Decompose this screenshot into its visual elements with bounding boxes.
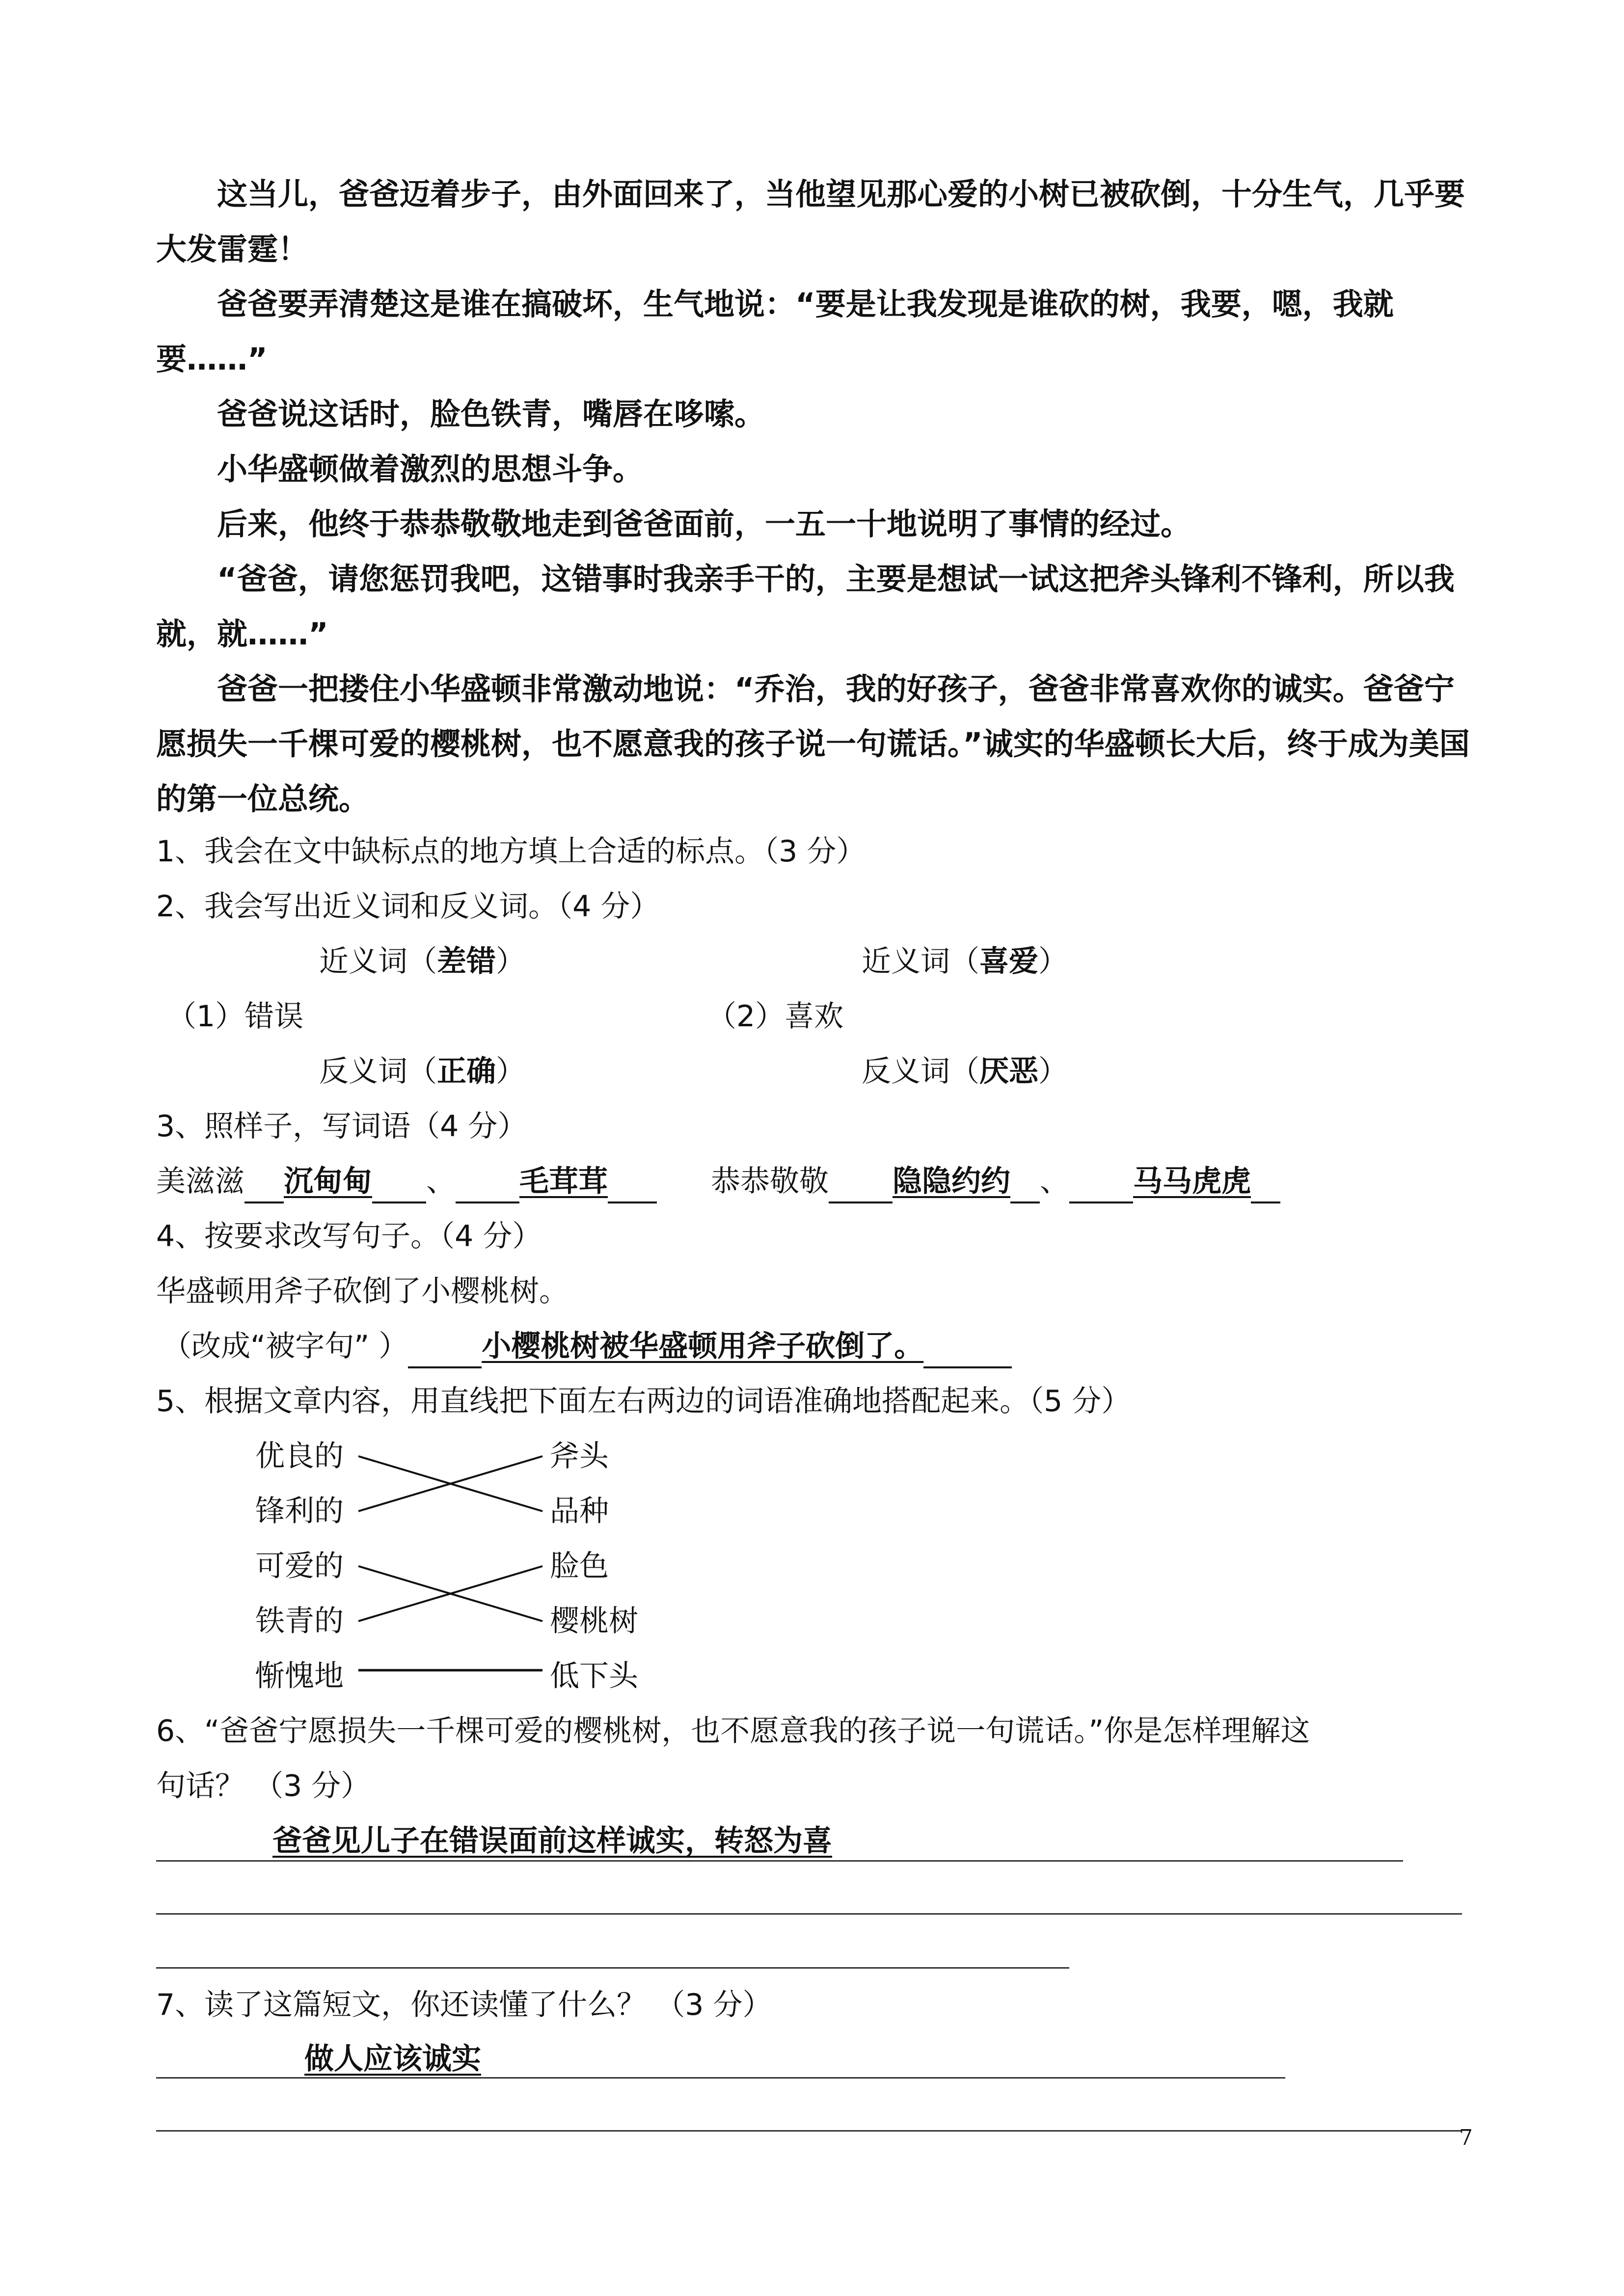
question-7-title: 7、读了这篇短文，你还读懂了什么？ （3 分） (156, 1988, 772, 2022)
question-1: 1、我会在文中缺标点的地方填上合适的标点。（3 分） (156, 834, 866, 869)
close-paren: ） (496, 1054, 525, 1089)
synonym-label: 近义词（ (862, 944, 979, 979)
match-right-1: 斧头 (550, 1439, 609, 1473)
question-6-title-line-1: 6、“爸爸宁愿损失一千棵可爱的樱桃树，也不愿意我的孩子说一句谎话。”你是怎样理解这 (156, 1714, 1310, 1748)
match-left-2: 锋利的 (255, 1494, 344, 1528)
close-paren: ） (496, 944, 525, 979)
answer-line (156, 1860, 1403, 1862)
question-3-title: 3、照样子，写词语（4 分） (156, 1109, 527, 1144)
match-right-5: 低下头 (550, 1659, 638, 1693)
answer-line (156, 2130, 1462, 2132)
answer-line (156, 1967, 1069, 1969)
antonym-1-answer: 正确 (437, 1054, 496, 1089)
match-left-1: 优良的 (255, 1439, 344, 1473)
match-right-3: 脸色 (550, 1549, 609, 1583)
match-right-2: 品种 (550, 1494, 609, 1528)
rewrite-prompt: （改成“被字句” ） (162, 1329, 408, 1363)
answer-word-4: 马马虎虎 (1133, 1164, 1251, 1199)
match-left-5: 惭愧地 (255, 1659, 344, 1693)
match-left-3: 可爱的 (255, 1549, 344, 1583)
question-6-title-line-2: 句话？ （3 分） (156, 1769, 371, 1803)
antonym-2-answer: 厌恶 (979, 1054, 1038, 1089)
story-text-4: 小华盛顿做着激烈的思想斗争。 (217, 451, 644, 487)
answer-line (156, 2077, 1285, 2079)
antonym-label: 反义词（ (319, 1054, 437, 1089)
story-text-3: 爸爸说这话时，脸色铁青，嘴唇在哆嗦。 (217, 396, 765, 432)
question-4-sentence: 华盛顿用斧子砍倒了小樱桃树。 (156, 1274, 568, 1308)
question-2-title: 2、我会写出近义词和反义词。（4 分） (156, 889, 660, 924)
synonym-label: 近义词（ (319, 944, 437, 979)
answer-line (156, 1913, 1462, 1915)
antonym-label: 反义词（ (862, 1054, 979, 1089)
example-word-1: 美滋滋 (156, 1164, 244, 1199)
answer-word-3: 隐隐约约 (893, 1164, 1010, 1199)
story-text-1: 这当儿，爸爸迈着步子，由外面回来了，当他望见那心爱的小树已被砍倒，十分生气，几乎要大发雷霆！ (156, 176, 1465, 267)
item-2-label: （2）喜欢 (707, 999, 844, 1034)
match-left-4: 铁青的 (255, 1604, 344, 1638)
question-4-title: 4、按要求改写句子。（4 分） (156, 1219, 542, 1254)
separator: 、 (426, 1164, 456, 1199)
close-paren: ） (1038, 944, 1068, 979)
question-5-title: 5、根据文章内容，用直线把下面左右两边的词语准确地搭配起来。（5 分） (156, 1384, 1131, 1418)
match-right-4: 樱桃树 (550, 1604, 638, 1638)
close-paren: ） (1038, 1054, 1068, 1089)
example-word-2: 恭恭敬敬 (711, 1164, 829, 1199)
synonym-1-answer: 差错 (437, 944, 496, 979)
answer-word-2: 毛茸茸 (519, 1164, 608, 1199)
rewrite-answer: 小樱桃树被华盛顿用斧子砍倒了。 (482, 1329, 924, 1363)
synonym-2-answer: 喜爱 (979, 944, 1038, 979)
question-6-answer: 爸爸见儿子在错误面前这样诚实，转怒为喜 (272, 1824, 832, 1858)
page-number: 7 (1459, 2125, 1473, 2150)
story-text-2: 爸爸要弄清楚这是谁在搞破坏，生气地说：“要是让我发现是谁砍的树，我要，嗯，我就要……” (156, 286, 1394, 377)
item-1-label: （1）错误 (167, 999, 304, 1034)
separator: 、 (1040, 1164, 1069, 1199)
story-text-7: 爸爸一把搂住小华盛顿非常激动地说：“乔治，我的好孩子，爸爸非常喜欢你的诚实。爸爸宁愿损失一千棵可爱的樱桃树，也不愿意我的孩子说一句谎话。”诚实的华盛顿长大后，终于成为美国的第一位总统。 (156, 671, 1470, 817)
story-text-5: 后来，他终于恭恭敬敬地走到爸爸面前，一五一十地说明了事情的经过。 (217, 506, 1191, 542)
story-text-6: “爸爸，请您惩罚我吧，这错事时我亲手干的，主要是想试一试这把斧头锋利不锋利，所以我就，就……” (156, 561, 1455, 652)
answer-word-1: 沉甸甸 (284, 1164, 372, 1199)
question-7-answer: 做人应该诚实 (304, 2042, 481, 2076)
